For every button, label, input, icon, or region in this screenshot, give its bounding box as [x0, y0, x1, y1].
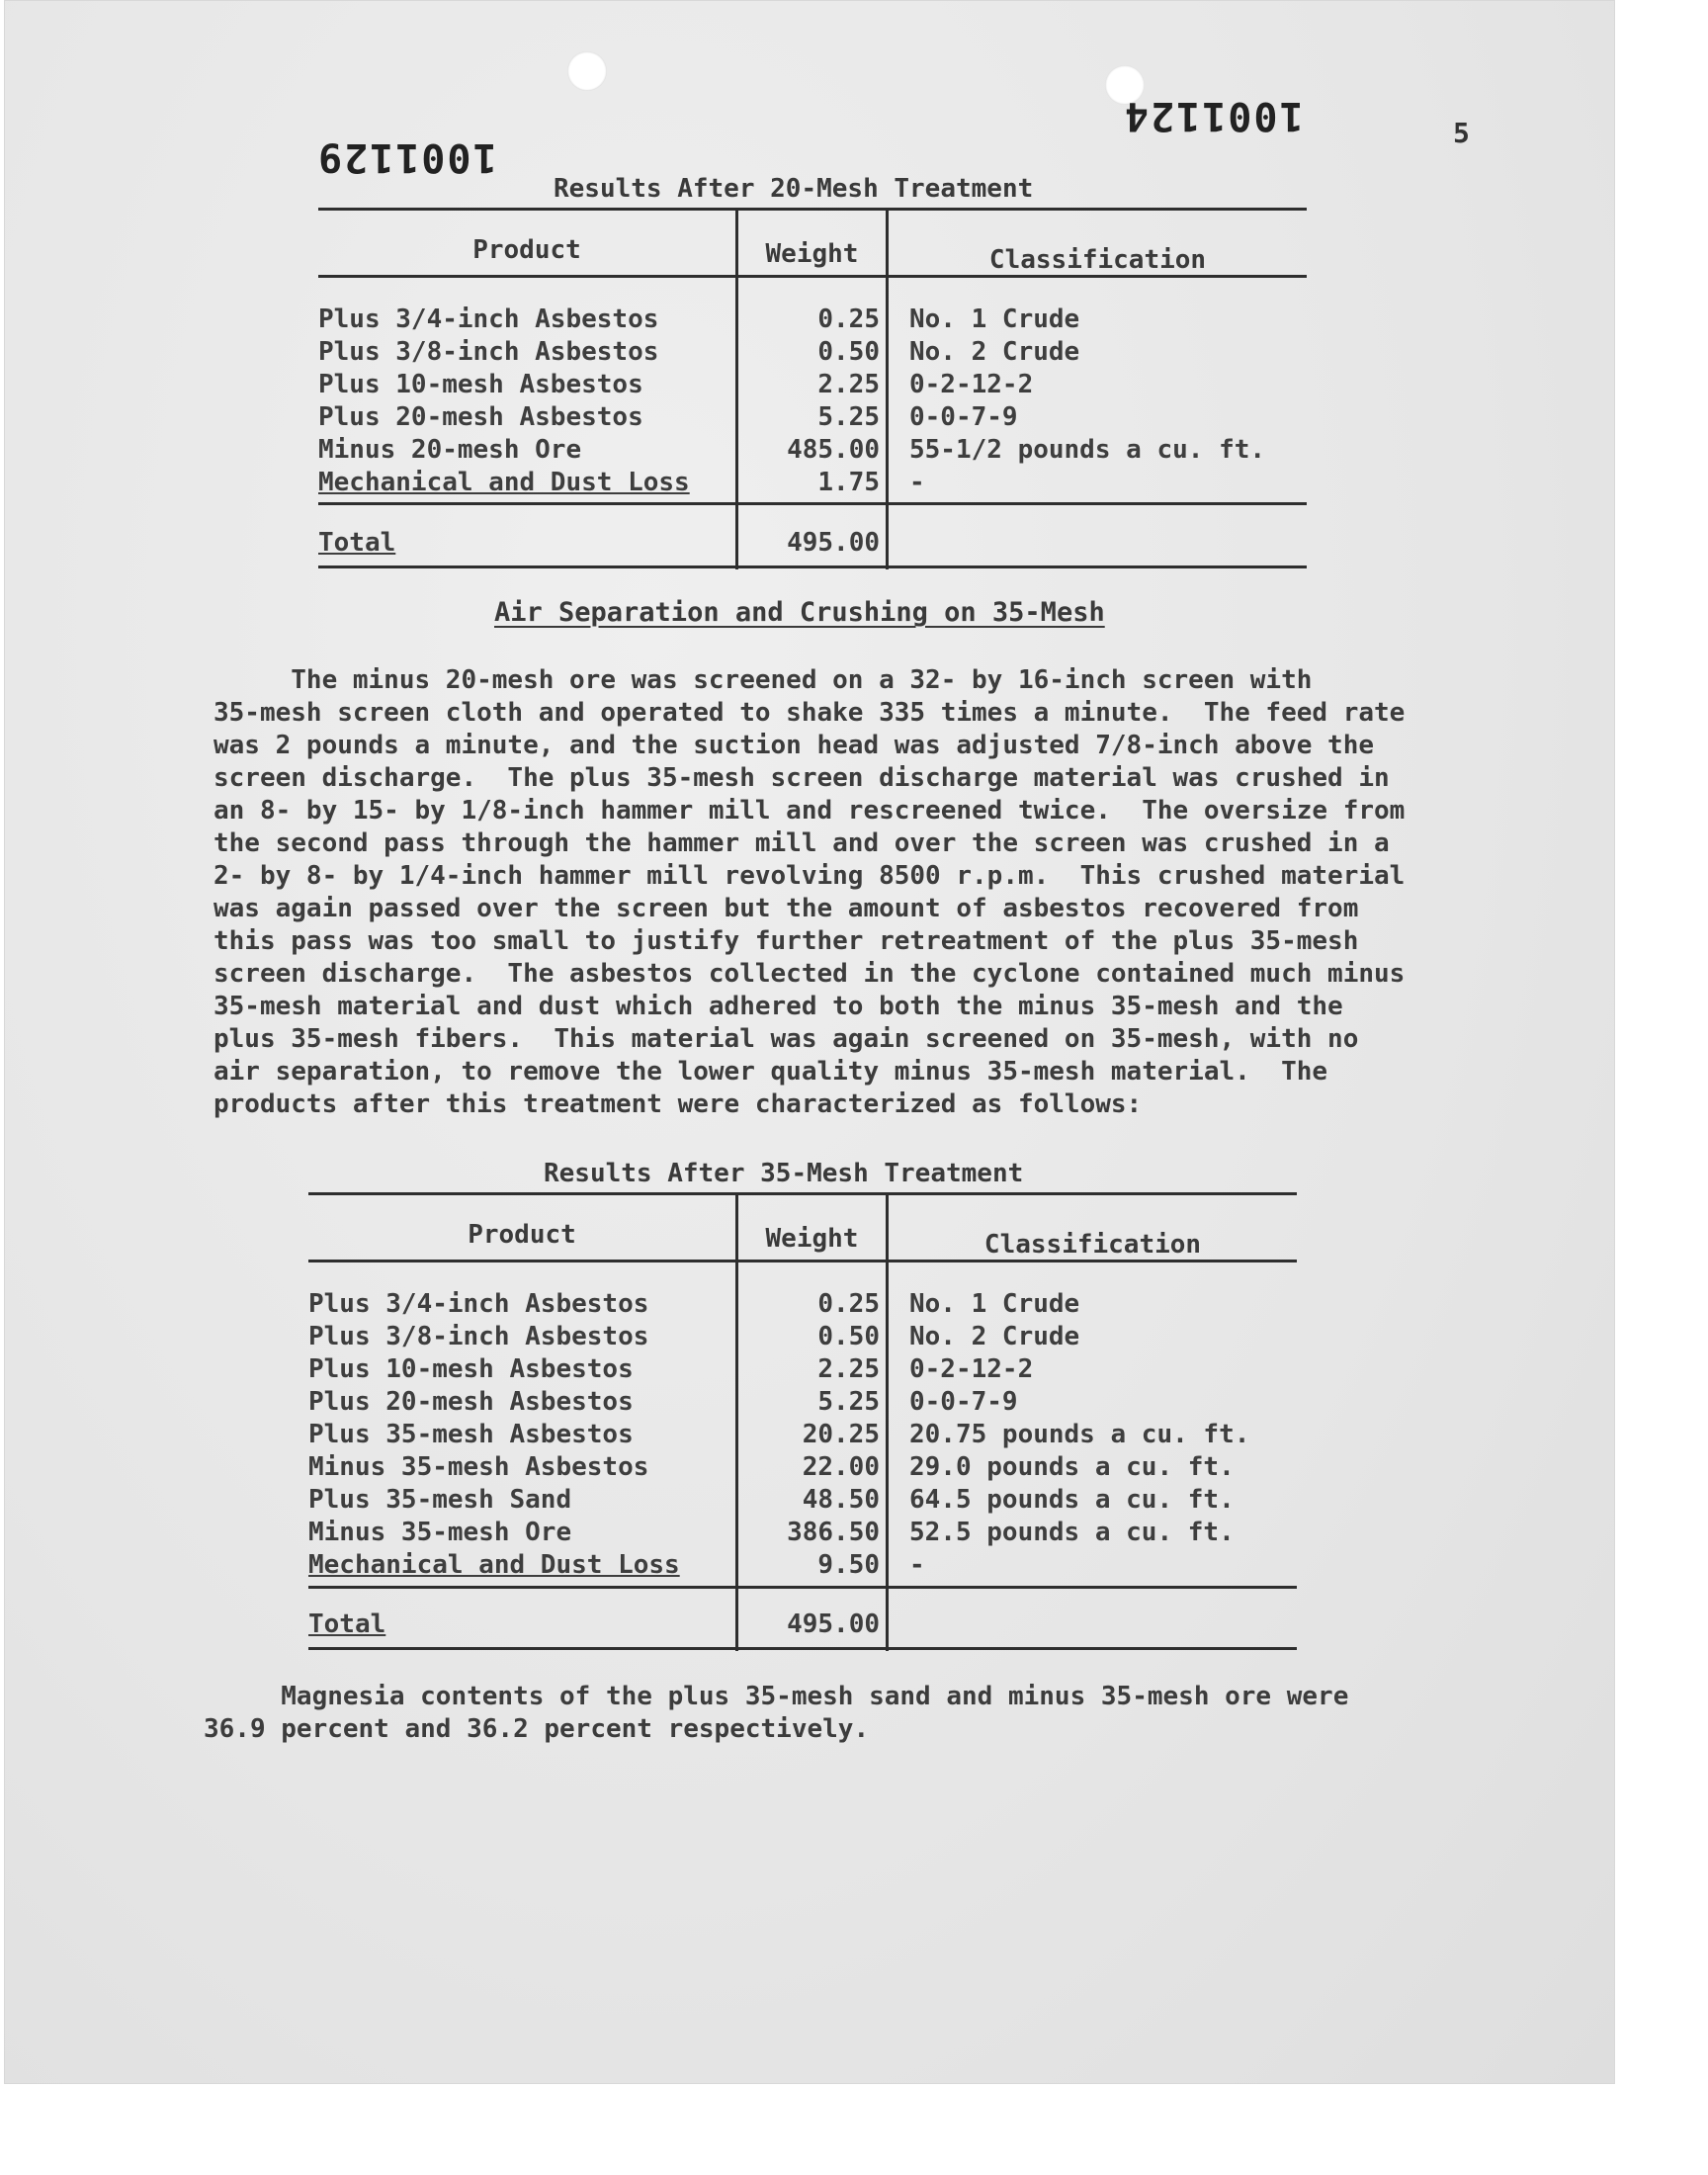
text-line: 35-mesh screen cloth and operated to shake 335 times a minute. The feed rate	[214, 698, 1406, 728]
weight-cell: 1.75	[817, 468, 880, 497]
column-header-classification: Classification	[983, 1230, 1202, 1260]
results-table-35-mesh	[308, 1190, 1297, 1655]
body-paragraph	[214, 664, 1489, 1121]
product-cell: Plus 35-mesh Asbestos	[308, 1420, 634, 1449]
classification-cell: No. 1 Crude	[909, 1289, 1080, 1319]
weight-cell: 9.50	[817, 1550, 880, 1580]
text-line: this pass was too small to justify further retreatment of the plus 35-mesh	[214, 926, 1359, 956]
page-number: 5	[1453, 117, 1470, 149]
product-cell: Plus 20-mesh Asbestos	[318, 402, 643, 432]
text-line: 36.9 percent and 36.2 percent respectively.	[204, 1714, 870, 1744]
classification-cell: -	[909, 1550, 925, 1580]
text-line: screen discharge. The asbestos collected in the cyclone contained much minus	[214, 959, 1406, 989]
table-row	[308, 1518, 1297, 1550]
text-line: an 8- by 15- by 1/8-inch hammer mill and rescreened twice. The oversize from	[214, 796, 1406, 826]
table-row	[308, 1550, 1297, 1583]
text-line: The minus 20-mesh ore was screened on a 32- by 16-inch screen with	[214, 665, 1313, 695]
product-cell: Mechanical and Dust Loss	[318, 468, 690, 497]
text-line: products after this treatment were characterized as follows:	[214, 1089, 1143, 1119]
product-cell: Mechanical and Dust Loss	[308, 1550, 680, 1580]
weight-cell: 5.25	[817, 402, 880, 432]
product-cell: Minus 35-mesh Ore	[308, 1518, 572, 1547]
weight-cell: 0.25	[817, 304, 880, 334]
classification-cell: 0-2-12-2	[909, 370, 1034, 399]
product-cell: Plus 10-mesh Asbestos	[318, 370, 643, 399]
table-row	[318, 435, 1307, 468]
classification-cell: 55-1/2 pounds a cu. ft.	[909, 435, 1266, 465]
column-header-weight: Weight	[765, 239, 859, 269]
section-heading: Air Separation and Crushing on 35-Mesh	[494, 597, 1105, 628]
table-row	[318, 337, 1307, 370]
closing-paragraph	[204, 1681, 1489, 1746]
total-label: Total	[318, 528, 396, 558]
classification-cell: 52.5 pounds a cu. ft.	[909, 1518, 1235, 1547]
table-total-row	[318, 528, 1307, 561]
classification-cell: 20.75 pounds a cu. ft.	[909, 1420, 1250, 1449]
classification-cell: No. 2 Crude	[909, 337, 1080, 367]
text-line: was again passed over the screen but the amount of asbestos recovered from	[214, 894, 1359, 923]
classification-cell: 29.0 pounds a cu. ft.	[909, 1452, 1235, 1482]
classification-cell: 0-0-7-9	[909, 402, 1018, 432]
weight-cell: 0.50	[817, 337, 880, 367]
table-title: Results After 35-Mesh Treatment	[544, 1159, 1024, 1188]
table-row	[308, 1420, 1297, 1452]
text-line: air separation, to remove the lower quality minus 35-mesh material. The	[214, 1057, 1328, 1087]
classification-cell: 0-2-12-2	[909, 1354, 1034, 1384]
classification-cell: 64.5 pounds a cu. ft.	[909, 1485, 1235, 1515]
column-header-product: Product	[468, 1220, 576, 1250]
results-table-20-mesh	[318, 206, 1307, 573]
table-row	[308, 1354, 1297, 1387]
table-row	[308, 1452, 1297, 1485]
product-cell: Minus 35-mesh Asbestos	[308, 1452, 649, 1482]
total-label: Total	[308, 1610, 386, 1639]
weight-cell: 5.25	[817, 1387, 880, 1417]
weight-cell: 386.50	[787, 1518, 880, 1547]
text-line: 2- by 8- by 1/4-inch hammer mill revolving 8500 r.p.m. This crushed material	[214, 861, 1406, 891]
column-header-product: Product	[472, 235, 581, 265]
page-margin	[0, 2084, 1708, 2175]
total-weight: 495.00	[787, 528, 880, 558]
classification-cell: 0-0-7-9	[909, 1387, 1018, 1417]
classification-cell: No. 1 Crude	[909, 304, 1080, 334]
text-line: the second pass through the hammer mill and over the screen was crushed in a	[214, 828, 1390, 858]
product-cell: Plus 3/8-inch Asbestos	[318, 337, 659, 367]
table-row	[318, 402, 1307, 435]
weight-cell: 2.25	[817, 1354, 880, 1384]
product-cell: Plus 3/4-inch Asbestos	[318, 304, 659, 334]
weight-cell: 20.25	[802, 1420, 880, 1449]
weight-cell: 22.00	[802, 1452, 880, 1482]
weight-cell: 48.50	[802, 1485, 880, 1515]
table-title: Results After 20-Mesh Treatment	[554, 174, 1034, 204]
total-weight: 495.00	[787, 1610, 880, 1639]
product-cell: Minus 20-mesh Ore	[318, 435, 582, 465]
classification-cell: -	[909, 468, 925, 497]
text-line: was 2 pounds a minute, and the suction head was adjusted 7/8-inch above the	[214, 731, 1374, 760]
text-line: screen discharge. The plus 35-mesh screen discharge material was crushed in	[214, 763, 1390, 793]
weight-cell: 485.00	[787, 435, 880, 465]
table-row	[318, 370, 1307, 402]
text-line: 35-mesh material and dust which adhered to both the minus 35-mesh and the	[214, 992, 1343, 1021]
document-stamp: 1001129	[316, 134, 497, 180]
text-line: plus 35-mesh fibers. This material was again screened on 35-mesh, with no	[214, 1024, 1359, 1054]
text-line: Magnesia contents of the plus 35-mesh sand and minus 35-mesh ore were	[204, 1682, 1349, 1711]
table-row	[318, 304, 1307, 337]
table-row	[308, 1387, 1297, 1420]
product-cell: Plus 3/4-inch Asbestos	[308, 1289, 649, 1319]
product-cell: Plus 10-mesh Asbestos	[308, 1354, 634, 1384]
product-cell: Plus 20-mesh Asbestos	[308, 1387, 634, 1417]
column-header-classification: Classification	[988, 245, 1207, 275]
weight-cell: 0.50	[817, 1322, 880, 1351]
column-header-weight: Weight	[765, 1224, 859, 1254]
table-total-row	[308, 1610, 1297, 1642]
product-cell: Plus 35-mesh Sand	[308, 1485, 572, 1515]
table-row	[308, 1322, 1297, 1354]
weight-cell: 0.25	[817, 1289, 880, 1319]
weight-cell: 2.25	[817, 370, 880, 399]
product-cell: Plus 3/8-inch Asbestos	[308, 1322, 649, 1351]
document-stamp: 1001124	[1123, 93, 1304, 138]
punch-hole	[567, 51, 607, 91]
table-row	[318, 468, 1307, 500]
table-row	[308, 1485, 1297, 1518]
classification-cell: No. 2 Crude	[909, 1322, 1080, 1351]
table-row	[308, 1289, 1297, 1322]
